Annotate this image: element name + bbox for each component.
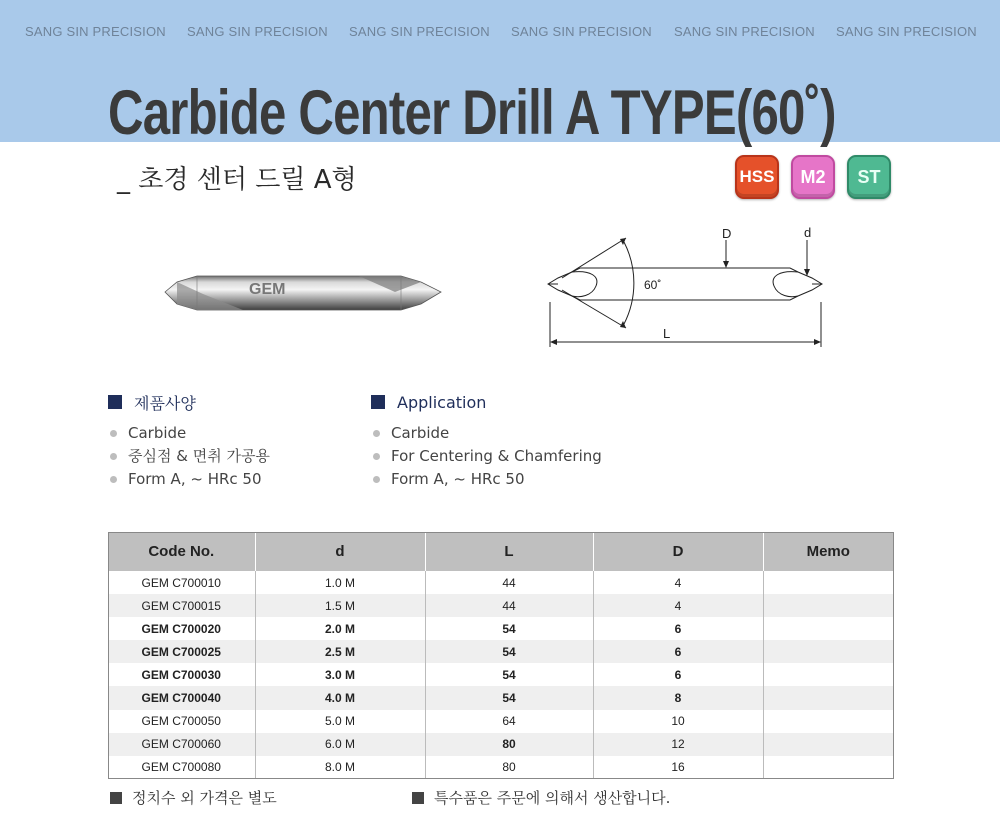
d-cell: 6.0 M — [255, 733, 425, 756]
d-cell: 4.0 M — [255, 686, 425, 709]
memo-cell — [763, 756, 893, 779]
center-drill-photo — [163, 258, 443, 328]
l-cell: 80 — [425, 733, 593, 756]
table-row — [108, 733, 893, 756]
table-row — [108, 571, 893, 594]
footer-text: 정치수 외 가격은 별도 — [132, 789, 277, 807]
brand-text: SANG SIN PRECISION — [187, 24, 328, 39]
code-cell: GEM C700060 — [108, 733, 255, 756]
square-bullet-icon — [412, 792, 424, 804]
drawing-label-L: L — [663, 326, 671, 341]
column-header: L — [425, 532, 593, 571]
table-row — [108, 640, 893, 663]
l-cell: 80 — [425, 756, 593, 779]
square-bullet-icon — [110, 792, 122, 804]
memo-cell — [763, 617, 893, 640]
column-header: Memo — [763, 532, 893, 571]
d-cell: 1.0 M — [255, 571, 425, 594]
memo-cell — [763, 710, 893, 733]
spec-table — [108, 532, 893, 779]
section-header — [371, 392, 602, 412]
section-title: 제품사양 — [134, 393, 196, 413]
big-d-cell: 16 — [593, 756, 763, 779]
drawing-label-d: d — [804, 225, 812, 240]
page-subtitle: _ 초경 센터 드릴 A형 — [117, 165, 357, 195]
big-d-cell: 4 — [593, 594, 763, 617]
list-item: For Centering & Chamfering — [373, 445, 602, 468]
memo-cell — [763, 663, 893, 686]
big-d-cell: 6 — [593, 663, 763, 686]
brand-text: SANG SIN PRECISION — [349, 24, 490, 39]
list-item: 중심점 & 면취 가공용 — [110, 445, 270, 468]
drawing-label-angle: 60˚ — [644, 278, 662, 292]
brand-text: SANG SIN PRECISION — [511, 24, 652, 39]
dimension-drawing — [540, 220, 840, 355]
big-d-cell: 8 — [593, 686, 763, 709]
square-bullet-icon — [108, 395, 122, 409]
code-cell: GEM C700080 — [108, 756, 255, 779]
memo-cell — [763, 594, 893, 617]
table-row — [108, 617, 893, 640]
table-row — [108, 594, 893, 617]
code-cell: GEM C700010 — [108, 571, 255, 594]
big-d-cell: 6 — [593, 617, 763, 640]
table-header-row — [108, 532, 893, 571]
memo-cell — [763, 640, 893, 663]
drawing-label-D: D — [722, 226, 732, 241]
spec-list — [371, 422, 602, 491]
square-bullet-icon — [371, 395, 385, 409]
list-item: Carbide — [373, 422, 602, 445]
d-cell: 2.0 M — [255, 617, 425, 640]
big-d-cell: 10 — [593, 710, 763, 733]
code-cell: GEM C700015 — [108, 594, 255, 617]
d-cell: 5.0 M — [255, 710, 425, 733]
table-row — [108, 686, 893, 709]
st-badge: ST — [847, 155, 891, 199]
brand-text: SANG SIN PRECISION — [25, 24, 166, 39]
d-cell: 3.0 M — [255, 663, 425, 686]
memo-cell — [763, 686, 893, 709]
memo-cell — [763, 733, 893, 756]
footer-note-right — [412, 787, 670, 808]
code-cell: GEM C700025 — [108, 640, 255, 663]
big-d-cell: 6 — [593, 640, 763, 663]
table-row — [108, 756, 893, 779]
brand-text: SANG SIN PRECISION — [674, 24, 815, 39]
photo-engraving: GEM — [249, 281, 286, 298]
brand-strip — [0, 24, 1000, 42]
page-title: Carbide Center Drill A TYPE(60˚) — [108, 78, 836, 148]
d-cell: 1.5 M — [255, 594, 425, 617]
spec-section-english — [371, 392, 602, 491]
l-cell: 44 — [425, 571, 593, 594]
footer-text: 특수품은 주문에 의해서 생산합니다. — [434, 789, 671, 807]
spec-section-korean — [108, 392, 270, 491]
d-cell: 2.5 M — [255, 640, 425, 663]
material-badges — [735, 155, 895, 201]
section-header — [108, 392, 270, 412]
list-item: Form A, ~ HRc 50 — [373, 468, 602, 491]
l-cell: 44 — [425, 594, 593, 617]
section-title: Application — [397, 392, 487, 412]
table-row — [108, 710, 893, 733]
memo-cell — [763, 571, 893, 594]
spec-list — [108, 422, 270, 491]
l-cell: 54 — [425, 640, 593, 663]
column-header: D — [593, 532, 763, 571]
hss-badge: HSS — [735, 155, 779, 199]
table-row — [108, 663, 893, 686]
big-d-cell: 12 — [593, 733, 763, 756]
l-cell: 54 — [425, 663, 593, 686]
list-item: Form A, ~ HRc 50 — [110, 468, 270, 491]
brand-text: SANG SIN PRECISION — [836, 24, 977, 39]
column-header: Code No. — [108, 532, 255, 571]
big-d-cell: 4 — [593, 571, 763, 594]
l-cell: 54 — [425, 686, 593, 709]
d-cell: 8.0 M — [255, 756, 425, 779]
l-cell: 54 — [425, 617, 593, 640]
code-cell: GEM C700030 — [108, 663, 255, 686]
code-cell: GEM C700040 — [108, 686, 255, 709]
code-cell: GEM C700020 — [108, 617, 255, 640]
list-item: Carbide — [110, 422, 270, 445]
m2-badge: M2 — [791, 155, 835, 199]
l-cell: 64 — [425, 710, 593, 733]
footer-note-left — [110, 787, 277, 808]
code-cell: GEM C700050 — [108, 710, 255, 733]
column-header: d — [255, 532, 425, 571]
